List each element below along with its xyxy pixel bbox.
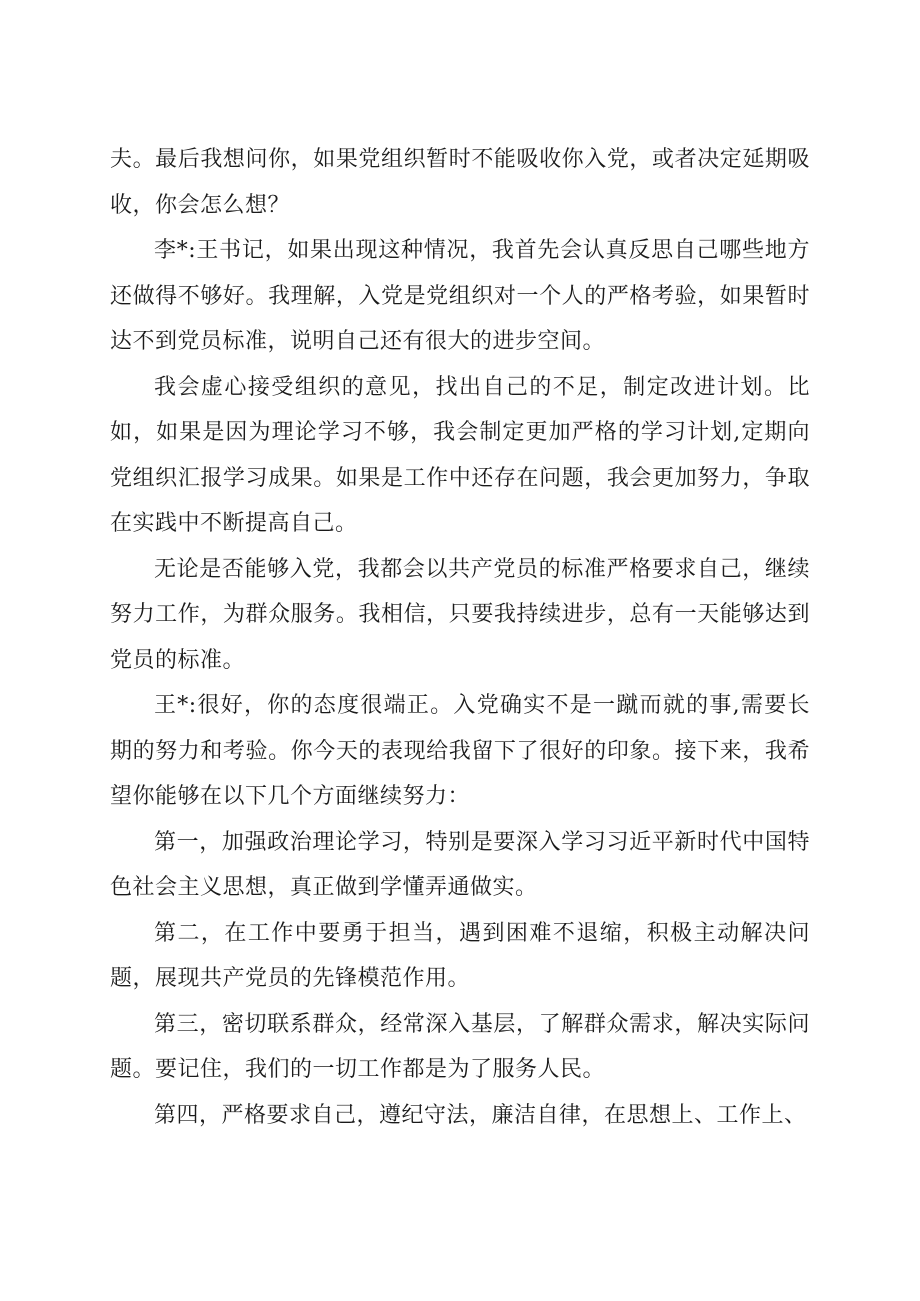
paragraph-wang-response: 王*:很好，你的态度很端正。入党确实不是一蹴而就的事,需要长期的努力和考验。你今天的表现给我留下了很好的印象。接下来，我希望你能够在以下几个方面继续努力：: [110, 693, 810, 809]
paragraph-point-four: 第四，严格要求自己，遵纪守法，廉洁自律，在思想上、工作上、: [154, 1102, 807, 1128]
paragraph-point-three: 第三，密切联系群众，经常深入基层，了解群众需求，解决实际问题。要记住，我们的一切工作都是为了服务人民。: [110, 1011, 810, 1082]
paragraph-point-one: 第一，加强政治理论学习，特别是要深入学习习近平新时代中国特色社会主义思想，真正做到学懂弄通做实。: [110, 829, 810, 900]
paragraph-li-response: 李*:王书记，如果出现这种情况，我首先会认真反思自己哪些地方还做得不够好。我理解，入党是党组织对一个人的严格考验，如果暂时达不到党员标准，说明自己还有很大的进步空间。: [110, 238, 810, 354]
paragraph-point-two: 第二，在工作中要勇于担当，遇到困难不退缩，积极主动解决问题，展现共产党员的先锋模范作用。: [110, 920, 810, 991]
document-body: [110, 137, 810, 1138]
paragraph-continuation: 夫。最后我想问你，如果党组织暂时不能吸收你入党，或者决定延期吸收，你会怎么想？: [110, 147, 810, 218]
paragraph-improvement-plan: 我会虚心接受组织的意见，找出自己的不足，制定改进计划。比如，如果是因为理论学习不够，我会制定更加严格的学习计划,定期向党组织汇报学习成果。如果是工作中还存在问题，我会更加努力，争取在实践中不断提高自己。: [110, 374, 810, 536]
paragraph-commitment: 无论是否能够入党，我都会以共产党员的标准严格要求自己，继续努力工作，为群众服务。我相信，只要我持续进步，总有一天能够达到党员的标准。: [110, 556, 810, 673]
